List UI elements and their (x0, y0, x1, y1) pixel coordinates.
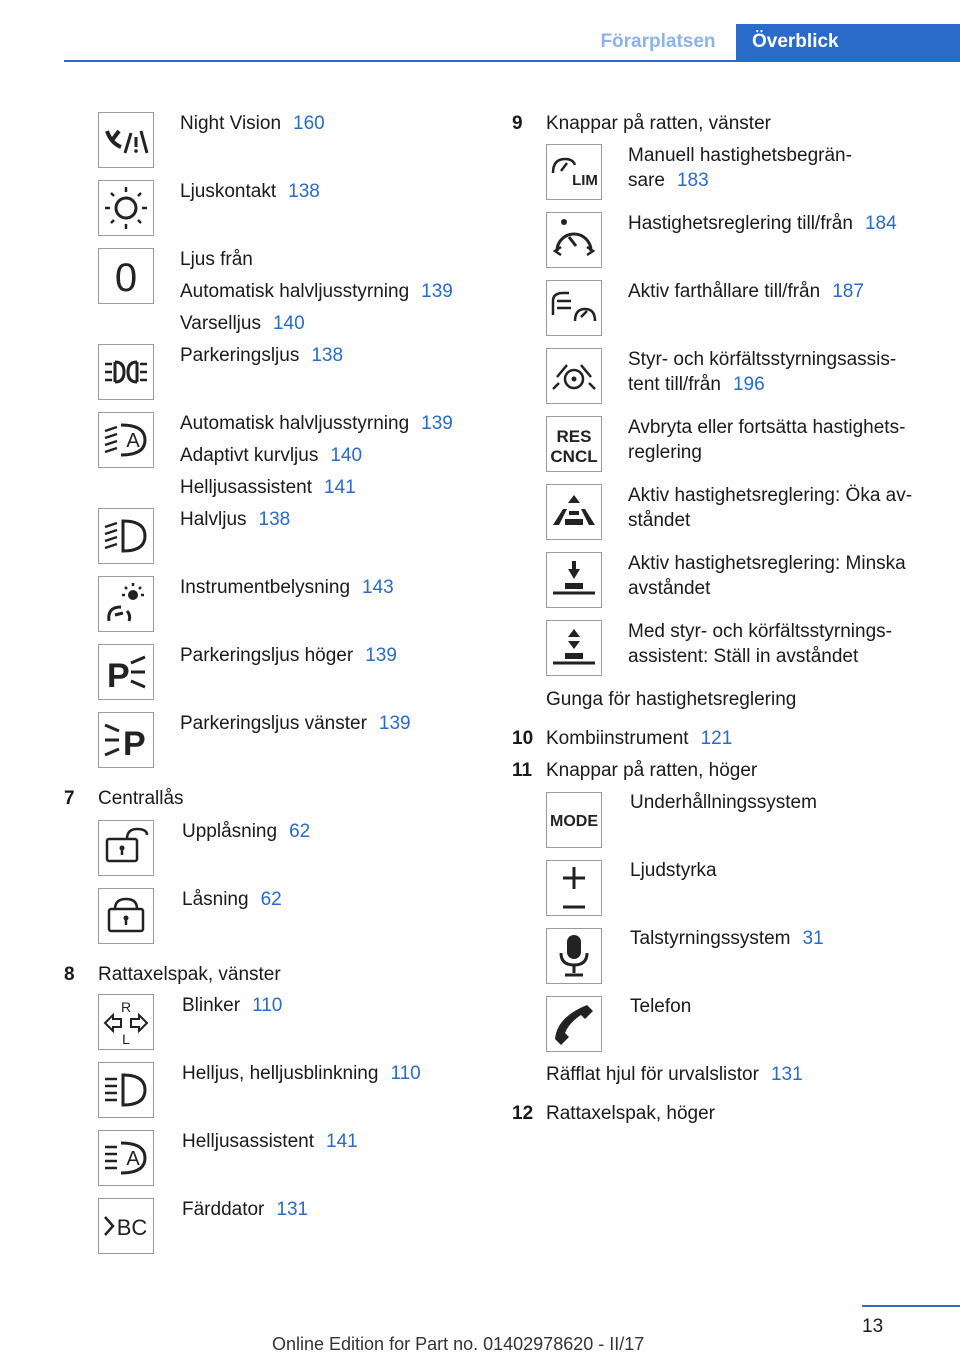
section-title: Kombiinstrument 121 (546, 728, 733, 749)
page-ref: 140 (330, 445, 363, 466)
page-ref: 138 (311, 345, 344, 366)
item-volume: Ljudstyrka (630, 860, 717, 881)
page-ref: 140 (272, 313, 305, 334)
svg-text:R: R (120, 999, 132, 1015)
high-beam-icon (98, 1062, 154, 1118)
item-distance-increase-l1: Aktiv hastighetsreglering: Öka av- (628, 485, 913, 506)
page-ref: 138 (288, 181, 320, 202)
svg-text:A: A (126, 430, 140, 452)
page-ref: 31 (802, 928, 824, 949)
parking-lights-icon (98, 344, 154, 400)
page-ref: 184 (864, 213, 897, 234)
header-section: Förarplatsen (600, 31, 716, 52)
item-high-beam-assist: Helljusassistent 141 (180, 477, 356, 498)
wheel-note: Räfflat hjul för urvalslistor 131 (546, 1064, 803, 1085)
item-active-cruise: Aktiv farthållare till/från 187 (628, 281, 864, 302)
svg-text:A: A (126, 1148, 140, 1170)
item-distance-decrease-l1: Aktiv hastighetsreglering: Minska (628, 553, 906, 574)
item-distance-increase-l2: ståndet (628, 510, 691, 531)
section-number: 9 (512, 113, 523, 134)
page-ref: 139 (421, 413, 453, 434)
speed-limiter-icon (546, 144, 602, 200)
item-auto-low-beam: Automatisk halvljusstyrning 139 (180, 281, 453, 302)
svg-text:LIM: LIM (572, 172, 598, 189)
edition-text: Online Edition for Part no. 01402978620 - II/17 (272, 1334, 645, 1354)
page-ref: 143 (362, 577, 394, 598)
section-number: 11 (512, 760, 533, 781)
page-ref: 62 (260, 889, 282, 910)
item-steering-assist-l1: Styr- och körfältsstyrningsassis- (628, 349, 897, 370)
unlock-icon (98, 820, 154, 876)
footer-rule (862, 1305, 960, 1307)
item-steering-assist-l2: tent till/från 196 (628, 374, 765, 395)
item-res-cncl-l1: Avbryta eller fortsätta hastighets- (628, 417, 906, 438)
lock-icon (98, 888, 154, 944)
lights-off-icon (98, 248, 154, 304)
high-beam-assist-icon (98, 1130, 154, 1186)
page-ref: 183 (676, 170, 709, 191)
svg-text:P: P (107, 657, 130, 695)
trip-computer-icon (98, 1198, 154, 1254)
item-high-beam-assist-2: Helljusassistent 141 (182, 1131, 358, 1152)
page-ref: 138 (258, 509, 291, 530)
page-ref: 62 (289, 821, 311, 842)
instrument-lighting-icon (98, 576, 154, 632)
svg-text:RES: RES (556, 427, 592, 446)
item-adaptive-curve: Adaptivt kurvljus 140 (180, 445, 363, 466)
section-number: 8 (64, 964, 75, 985)
page-ref: 139 (365, 645, 397, 666)
item-speed-limiter-l2: sare 183 (628, 170, 709, 191)
auto-headlight-icon (98, 412, 154, 468)
item-distance-set-l2: assistent: Ställ in avståndet (628, 646, 859, 667)
item-parking-lights: Parkeringsljus 138 (180, 345, 344, 366)
low-beam-icon (98, 508, 154, 564)
section-number: 12 (512, 1103, 534, 1124)
svg-text:BC: BC (116, 1215, 148, 1240)
item-distance-decrease-l2: avståndet (628, 578, 711, 599)
parking-left-icon (98, 712, 154, 768)
section-title: Knappar på ratten, höger (546, 760, 758, 781)
section-title: Rattaxelspak, vänster (98, 964, 281, 985)
page-ref: 160 (293, 113, 325, 134)
volume-icon (546, 860, 602, 916)
item-trip-computer: Färddator 131 (182, 1199, 309, 1220)
item-distance-set-l1: Med styr- och körfältsstyrnings- (628, 621, 892, 642)
rocker-note: Gunga för hastighetsreglering (546, 689, 797, 710)
page-ref: 110 (252, 995, 283, 1016)
night-vision-icon (98, 112, 154, 168)
page-ref: 141 (326, 1131, 358, 1152)
header-rule (64, 60, 960, 62)
parking-right-icon (98, 644, 154, 700)
item-phone: Telefon (630, 996, 692, 1017)
page-ref: 131 (770, 1064, 803, 1085)
distance-set-icon (546, 620, 602, 676)
section-title: Knappar på ratten, vänster (546, 113, 771, 134)
distance-decrease-icon (546, 552, 602, 608)
page-ref: 139 (378, 713, 411, 734)
page-number: 13 (862, 1316, 884, 1337)
page-ref: 139 (421, 281, 453, 302)
item-low-beam: Halvljus 138 (180, 509, 291, 530)
item-parking-right: Parkeringsljus höger 139 (180, 645, 397, 666)
phone-icon (546, 996, 602, 1052)
item-light-switch: Ljuskontakt 138 (180, 181, 320, 202)
item-daytime-lights: Varselljus 140 (180, 313, 305, 334)
item-cruise-control: Hastighetsreglering till/från 184 (628, 213, 897, 234)
svg-text:P: P (123, 725, 146, 763)
header-tab: Överblick (736, 24, 960, 62)
item-voice-control: Talstyrningssystem 31 (630, 928, 824, 949)
item-instrument-lighting: Instrumentbelysning 143 (180, 577, 394, 598)
section-title: Rattaxelspak, höger (546, 1103, 715, 1124)
steering-assist-icon (546, 348, 602, 404)
item-lights-off: Ljus från (180, 249, 253, 270)
item-unlock: Upplåsning 62 (182, 821, 311, 842)
section-number: 10 (512, 728, 534, 749)
cruise-control-icon (546, 212, 602, 268)
page-ref: 121 (700, 728, 733, 749)
page-ref: 110 (390, 1063, 421, 1084)
res-cncl-icon (546, 416, 602, 472)
light-switch-icon (98, 180, 154, 236)
section-number: 7 (64, 788, 75, 809)
section-title: Centrallås (98, 788, 184, 809)
item-high-beam: Helljus, helljusblinkning 110 (182, 1063, 421, 1084)
item-turn-signal: Blinker 110 (182, 995, 283, 1016)
page-ref: 187 (832, 281, 864, 302)
microphone-icon (546, 928, 602, 984)
item-entertainment: Underhållningssystem (630, 792, 817, 813)
svg-text:0: 0 (114, 256, 138, 300)
turn-signal-icon (98, 994, 154, 1050)
item-auto-low-beam-2: Automatisk halvljusstyrning 139 (180, 413, 453, 434)
active-cruise-icon (546, 280, 602, 336)
item-speed-limiter-l1: Manuell hastighetsbegrän- (628, 145, 852, 166)
item-lock: Låsning 62 (182, 889, 282, 910)
svg-text:MODE: MODE (550, 813, 598, 830)
page-ref: 141 (324, 477, 356, 498)
svg-text:CNCL: CNCL (550, 447, 598, 466)
distance-increase-icon (546, 484, 602, 540)
mode-icon (546, 792, 602, 848)
page-ref: 131 (276, 1199, 309, 1220)
item-parking-left: Parkeringsljus vänster 139 (180, 713, 411, 734)
svg-text:L: L (122, 1031, 130, 1047)
page-ref: 196 (732, 374, 765, 395)
item-night-vision: Night Vision 160 (180, 113, 325, 134)
item-res-cncl-l2: reglering (628, 442, 702, 463)
